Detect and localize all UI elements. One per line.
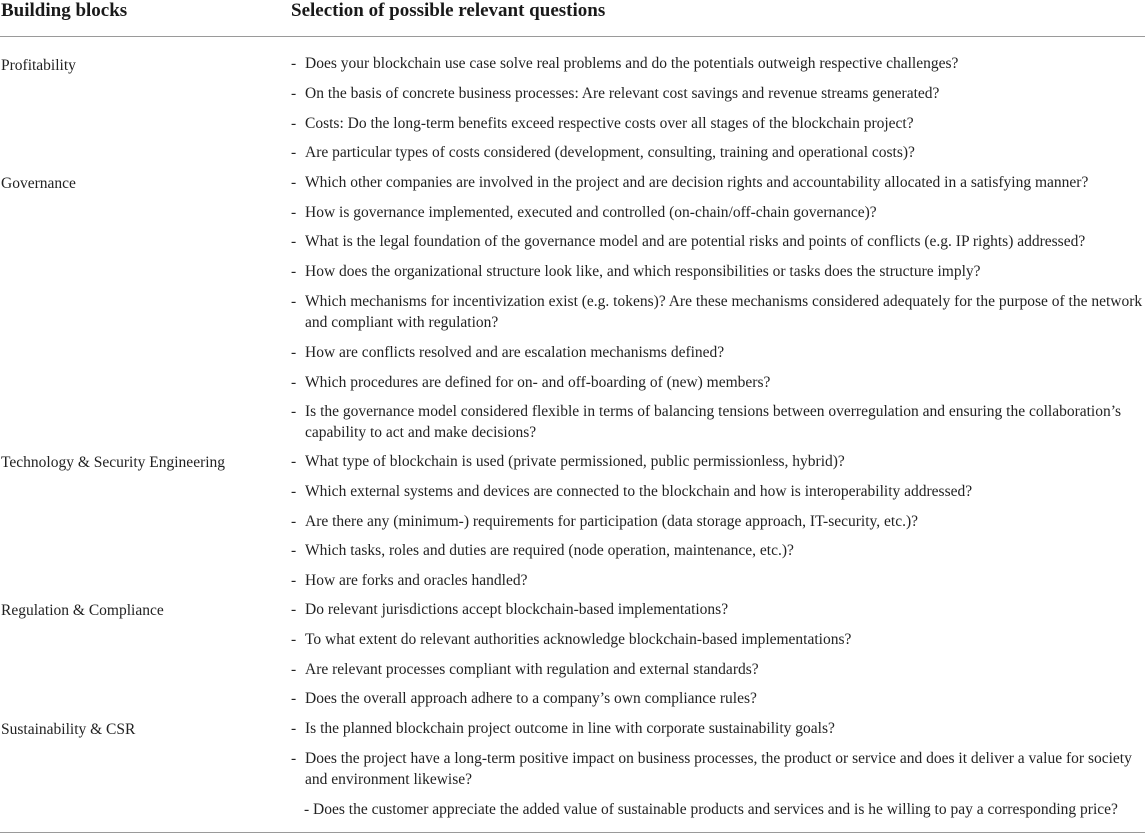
question-item: - Which mechanisms for incentivization exist (e.g. tokens)? Are these mechanisms considered adequately for the purpose of the network and compliant with regulation? <box>291 293 1143 331</box>
question-item: - Which procedures are defined for on- and off-boarding of (new) members? <box>291 374 771 391</box>
question-item: - Does the overall approach adhere to a company’s own compliance rules? <box>291 690 757 707</box>
question-item: - Is the planned blockchain project outcome in line with corporate sustainability goals? <box>291 720 835 737</box>
block-governance: Governance <box>1 175 76 192</box>
table-header <box>0 0 1145 36</box>
question-item: - What type of blockchain is used (private permissioned, public permissionless, hybrid)? <box>291 453 845 470</box>
question-item: - Are there any (minimum-) requirements for participation (data storage approach, IT-security, etc.)? <box>291 513 918 530</box>
question-item: - Are relevant processes compliant with regulation and external standards? <box>291 661 759 678</box>
question-item: - How is governance implemented, executed and controlled (on-chain/off-chain governance)? <box>291 204 877 221</box>
block-regulation-compliance: Regulation & Compliance <box>1 602 164 619</box>
question-item: - Costs: Do the long-term benefits exceed respective costs over all stages of the blockchain project? <box>291 115 914 132</box>
block-technology-security: Technology & Security Engineering <box>1 454 226 471</box>
header-building-blocks: Building blocks <box>1 0 128 21</box>
block-sustainability-csr: Sustainability & CSR <box>1 721 136 738</box>
question-item: - Does the project have a long-term positive impact on business processes, the product or service and does it deliver a value for society and environment likewise? <box>291 750 1132 788</box>
question-item: - Do relevant jurisdictions accept blockchain-based implementations? <box>291 601 729 618</box>
question-item: - Which external systems and devices are connected to the blockchain and how is interoperability addressed? <box>291 483 973 500</box>
question-item: - On the basis of concrete business processes: Are relevant cost savings and revenue streams generated? <box>291 85 940 102</box>
question-item: - How does the organizational structure look like, and which responsibilities or tasks does the structure imply? <box>291 263 981 280</box>
question-item: - Are particular types of costs considered (development, consulting, training and operational costs)? <box>291 144 915 161</box>
question-item: - What is the legal foundation of the governance model and are potential risks and points of conflicts (e.g. IP rights) addressed? <box>291 233 1086 250</box>
question-item: - To what extent do relevant authorities acknowledge blockchain-based implementations? <box>291 631 852 648</box>
question-item: - How are conflicts resolved and are escalation mechanisms defined? <box>291 344 725 361</box>
question-item: - Is the governance model considered flexible in terms of balancing tensions between overregulation and ensuring the collaboration’s capability to act and make decisions? <box>291 403 1122 441</box>
question-item: - Does the customer appreciate the added value of sustainable products and services and is he willing to pay a corresponding price? <box>304 801 1118 818</box>
question-item: - Which tasks, roles and duties are required (node operation, maintenance, etc.)? <box>291 542 794 559</box>
question-item: - Does your blockchain use case solve real problems and do the potentials outweigh respective challenges? <box>291 55 959 72</box>
question-item: - Which other companies are involved in the project and are decision rights and accountability allocated in a satisfying manner? <box>291 174 1089 191</box>
header-divider <box>0 36 1145 37</box>
block-profitability: Profitability <box>1 57 76 74</box>
table-bottom-rule <box>0 832 1145 833</box>
header-questions: Selection of possible relevant questions <box>291 0 606 21</box>
question-item: - How are forks and oracles handled? <box>291 572 528 589</box>
